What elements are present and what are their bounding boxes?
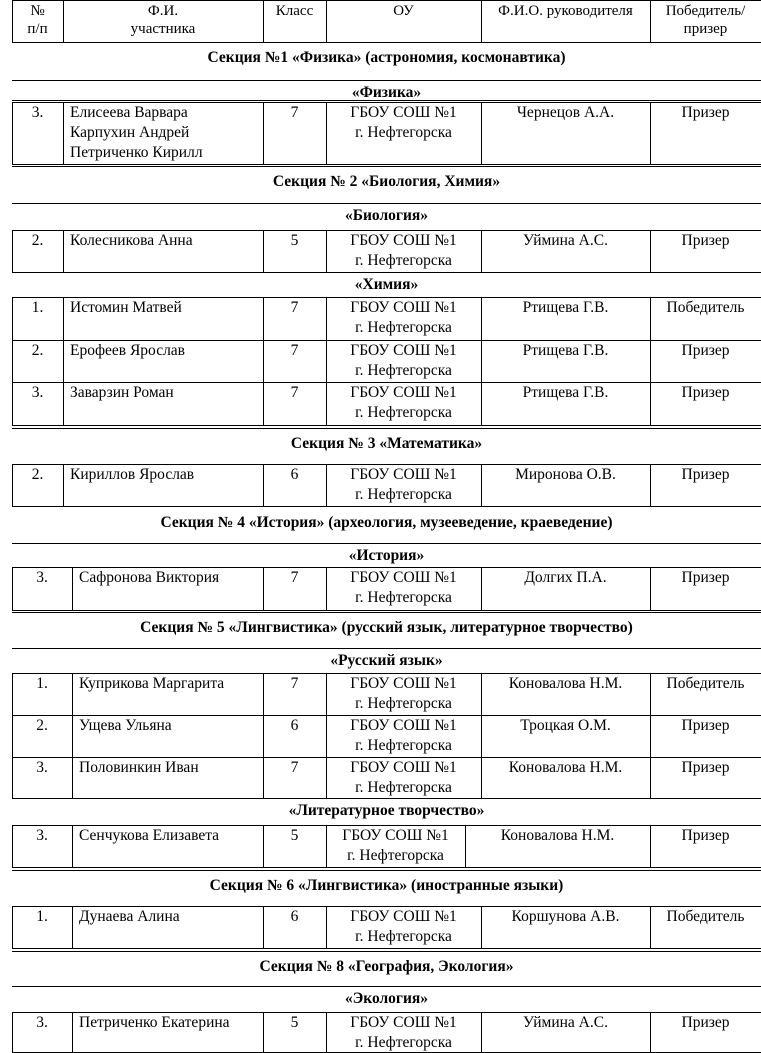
section-title: Секция №1 «Физика» (астрономия, космонавтика) [207,49,566,66]
table-rule [12,948,761,949]
result-status: Победитель [666,299,745,316]
result-status: Призер [681,466,730,483]
grade: 7 [290,569,299,586]
table-rule [63,102,64,164]
result-status: Призер [681,1014,730,1031]
grade: 7 [290,675,299,692]
section-title: Секция № 2 «Биология, Химия» [272,173,501,190]
participant-name: Сенчукова Елизавета [79,827,220,844]
school: ГБОУ СОШ №1 г. Нефтегорска [350,1014,457,1051]
school: ГБОУ СОШ №1 г. Нефтегорска [350,675,457,712]
table-rule [12,506,761,507]
grade: 5 [290,1014,299,1031]
teacher-name: Ртищева Г.В. [522,299,609,316]
grade: 5 [290,232,299,249]
school: ГБОУ СОШ №1 г. Нефтегорска [350,569,457,606]
teacher-name: Ртищева Г.В. [522,384,609,401]
header-school: ОУ [393,3,414,19]
subsection-title: «История» [348,547,425,564]
school: ГБОУ СОШ №1 г. Нефтегорска [350,466,457,503]
grade: 5 [290,827,299,844]
header-result: Победитель/ призер [665,3,746,37]
table-rule [12,867,761,868]
table-rule [12,798,761,799]
grade: 6 [290,908,299,925]
header-grade: Класс [275,3,314,19]
result-status: Победитель [666,675,745,692]
school: ГБОУ СОШ №1 г. Нефтегорска [350,342,457,379]
school: ГБОУ СОШ №1 г. Нефтегорска [350,232,457,269]
school: ГБОУ СОШ №1 г. Нефтегорска [350,908,457,945]
table-rule [12,166,761,167]
result-status: Призер [681,384,730,401]
table-rule [63,340,64,382]
result-status: Победитель [666,908,745,925]
grade: 6 [290,717,299,734]
subsection-title: «Физика» [351,84,422,101]
table-rule [12,164,761,165]
table-rule [63,382,64,425]
row-number: 1. [31,299,44,316]
teacher-name: Коновалова Н.М. [508,759,623,776]
header-num: № п/п [27,3,48,37]
teacher-name: Долгих П.А. [524,569,607,586]
table-rule [12,543,761,544]
section-title: Секция № 5 «Лингвистика» (русский язык, литературное творчество) [140,619,633,636]
table-rule [63,230,64,272]
school: ГБОУ СОШ №1 г. Нефтегорска [350,104,457,141]
participant-name: Ерофеев Ярослав [70,342,186,359]
participant-name: Половинкин Иван [79,759,199,776]
table-rule [12,986,761,987]
section-title: Секция № 6 «Лингвистика» (иностранные языки) [209,877,564,894]
school: ГБОУ СОШ №1 г. Нефтегорска [350,299,457,336]
subsection-title: «Литературное творчество» [288,802,485,819]
result-status: Призер [681,759,730,776]
row-number: 1. [36,908,48,925]
school: ГБОУ СОШ №1 г. Нефтегорска [342,827,449,864]
row-number: 2. [31,466,44,483]
teacher-name: Ртищева Г.В. [522,342,609,359]
table-rule [12,272,761,273]
teacher-name: Уймина А.С. [523,1014,608,1031]
row-number: 2. [36,717,48,734]
result-status: Призер [681,717,730,734]
subsection-title: «Русский язык» [330,652,443,669]
table-rule [12,203,761,204]
school: ГБОУ СОШ №1 г. Нефтегорска [350,759,457,796]
grade: 7 [290,759,299,776]
grade: 7 [290,104,299,121]
table-rule [12,428,761,429]
participant-name: Ущева Ульяна [79,717,172,734]
participant-name: Елисеева Варвара Карпухин Андрей Петриченко Кирилл [70,104,203,161]
row-number: 2. [31,342,44,359]
participant-name: Заварзин Роман [70,384,174,401]
section-title: Секция № 3 «Математика» [290,435,483,452]
result-status: Призер [681,232,730,249]
row-number: 3. [31,384,44,401]
header-teacher: Ф.И.О. руководителя [498,3,633,19]
table-rule [72,715,73,757]
section-title: Секция № 8 «География, Экология» [259,958,514,975]
row-number: 3. [36,1014,48,1031]
table-rule [12,100,761,101]
result-status: Призер [681,569,730,586]
grade: 6 [290,466,299,483]
table-rule [12,951,761,952]
teacher-name: Чернецов А.А. [516,104,615,121]
row-number: 3. [31,104,44,121]
table-rule [12,648,761,649]
school: ГБОУ СОШ №1 г. Нефтегорска [350,384,457,421]
table-rule [72,825,73,867]
grade: 7 [290,299,299,316]
participant-name: Куприкова Маргарита [79,675,225,692]
table-rule [12,612,761,613]
row-number: 2. [31,232,44,249]
row-number: 3. [36,569,48,586]
table-rule [72,906,73,948]
grade: 7 [290,384,299,401]
table-rule [63,464,64,506]
row-number: 3. [36,759,48,776]
result-status: Призер [681,827,730,844]
teacher-name: Троцкая О.М. [520,717,611,734]
participant-name: Колесникова Анна [70,232,193,249]
grade: 7 [290,342,299,359]
participant-name: Дунаева Алина [79,908,180,925]
school: ГБОУ СОШ №1 г. Нефтегорска [350,717,457,754]
subsection-title: «Экология» [344,990,429,1007]
participant-name: Петриченко Екатерина [79,1014,230,1031]
row-number: 3. [36,827,48,844]
teacher-name: Коновалова Н.М. [508,675,623,692]
teacher-name: Миронова О.В. [515,466,616,483]
teacher-name: Уймина А.С. [523,232,608,249]
table-rule [72,1012,73,1052]
table-rule [12,42,761,43]
teacher-name: Коршунова А.В. [511,908,620,925]
participant-name: Кириллов Ярослав [70,466,195,483]
result-status: Призер [681,342,730,359]
participant-name: Истомин Матвей [70,299,182,316]
table-rule [63,297,64,340]
participant-name: Сафронова Виктория [79,569,220,586]
table-rule [12,0,761,1]
table-rule [72,757,73,798]
subsection-title: «Биология» [344,207,429,224]
section-title: Секция № 4 «История» (археология, музееведение, краеведение) [160,514,613,531]
result-status: Призер [681,104,730,121]
header-name: Ф.И. участника [130,3,196,37]
table-rule [12,425,761,426]
subsection-title: «Химия» [354,276,419,293]
table-rule [12,80,761,81]
table-rule [12,610,761,611]
teacher-name: Коновалова Н.М. [500,827,615,844]
row-number: 1. [36,675,48,692]
table-rule [72,673,73,715]
table-rule [12,870,761,871]
table-rule [72,567,73,610]
